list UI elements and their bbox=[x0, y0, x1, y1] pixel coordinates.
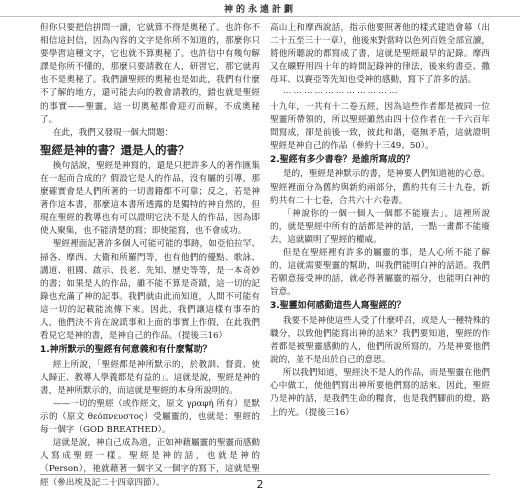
page-number: 2 bbox=[256, 478, 264, 491]
right-column bbox=[270, 22, 490, 468]
paragraph: 我要不是神使這些人受了什麼呼召，或是人一種特殊的職分，以致他們能寫出神的話來？我們要知道，聖經的作者都是被聖靈感動的人，他們所說所寫的，乃是神要他們說的，並不是出於自己的意思。 bbox=[270, 315, 490, 366]
paragraph: 高山上和摩西說話，指示他要照著他的樣式建造會幕（出二十五至三十一章），他後來對當時以色列百姓全部宣讀，將他所聽說的都寫成了書，這就是聖經最早的記錄。摩西又在曠野用四十年的時間記錄神的律法，後來約書亞、撒母耳、以賽亞等先知也受神的感動，寫下了許多的話。 bbox=[270, 23, 490, 86]
paragraph: 但是在聖經裡有許多的屬靈的事，是人心所不能了解的，這就需要聖靈的幫助，叫我們能明白神的話語。我們若願意接受神的話，就必得著屬靈的福分，也能明白神的旨意。 bbox=[270, 248, 490, 298]
section-heading: 聖經是神的書？還是人的書？ bbox=[40, 142, 190, 157]
subsection-heading: 1.神所默示的聖經有何意義和有什麼幫助？ bbox=[40, 345, 212, 356]
paragraph: 經上所說，「聖經都是神所默示的，於教訓、督責、使人歸正、教導人學義都是有益的」。這就是說，聖經是神的書，是神所默示的，而這就是聖經的本身所說明的。 bbox=[40, 359, 260, 396]
footer-rule bbox=[40, 474, 490, 475]
subsection-heading: 2.聖經有多少書卷？是誰所寫成的？ bbox=[270, 154, 415, 165]
paragraph: 所以我們知道，聖經決不是人的作品，而是聖靈在他們心中做工，使他們寫出神所要他們寫的話來。因此，聖經乃是神的話，是我們生命的糧食，也是我們腳前的燈，路上的光。（提後三16） bbox=[270, 368, 490, 418]
running-header-title: 神的永遠計劃 bbox=[223, 4, 296, 15]
paragraph: 十九年，一共有十二卷五經，因為這些作者都是被同一位聖靈所帶領的，所以聖經雖然由四十位作者在一千六百年間寫成，卻是前後一致，彼此和諧，毫無矛盾，這就證明聖經是神自己的作品（參約十三49、50）。 bbox=[270, 101, 490, 151]
paragraph: 「神說你的一個一個人一個都不能廢去」。這裡所說的，就是聖經中所有的話都是神的話，一點一畫都不能廢去，這就顯明了聖經的權威。 bbox=[270, 208, 490, 245]
ellipsis-line: ⋯⋯⋯⋯⋯⋯⋯⋯⋯⋯⋯ bbox=[282, 88, 400, 99]
paragraph: ——一切的聖經（或作經文，原文 γραφή 所有）是默示的（原文 θεόπνευστος）受屬靈的，也就是：聖經的每一個字（GOD BREATHED）。 bbox=[40, 398, 260, 436]
paragraph: 但你只要把信拼問一讀，它就算不得是奧秘了。也許你不相信這封信，因為內容的文字是你所不知道的，那麼你只要學習這種文字，它也就不算奧秘了。也許信中有幾句解譯是你所不懂的，那麼只要請教在人，研習它，那它就再也不是奧秘了。我們讀聖經的奧秘也是如此，我們有什麼不了解的地方，還可能去向的教會請教的，錯也就是聖經的事實——聖靈，這一切奧秘都會迎刃而解，不成奧秘了。 bbox=[40, 23, 260, 125]
paragraph: 在此，我們又發現一個大問題： bbox=[52, 127, 174, 138]
paragraph: 換句話說，聖經是神寫的，還是只把許多人的著作匯集在一起而合成的？假設它是人的作品，沒有屬的引導，那麼確實會是人們所著的一切書籍都不可靠；反之，若是神著作這本書，那麼這本書所透露的是獨特的神自然的，但現在聖經的教導也有可以證明它決不是人的作品，因為即使人聚集，也不能清楚的寫；即使能寫，也不會成功。 bbox=[40, 160, 260, 237]
subsection-heading: 3.聖靈如何感動這些人寫聖經的？ bbox=[270, 301, 406, 312]
running-header bbox=[0, 0, 520, 17]
left-column bbox=[40, 22, 260, 488]
paragraph: 是的，聖經是神默示的書，是神要人們知道祂的心意。聖經裡面分為舊約與新約兩部分，舊約共有三十九卷，新約共有二十七卷，合共六十六卷書。 bbox=[270, 169, 490, 206]
paragraph: 聖經裡面記著許多個人可能可能的事跡，如亞伯拉罕、掃各、摩西、大衛和所羅門等，也有他們的優點、歌詠、講道、祖國、啟示、長老、先知、歷史等等，是一本奇妙的書；如果是人的作品，雖不能不算是奇蹟，這一切的記錄也充滿了神的記事。我們就由此而知道，人間不可能有這一切的記載能流傳下來。因此，我們讓這樣有事奉的人，他們決不肯在說謊事和上面的事實上作假，在此我們看見它是神的書，是神自己的作品。（提後三16） bbox=[40, 239, 260, 342]
paragraph: 這就是說，神自己成為道，正如神藉屬靈的聖靈而感動人寫成聖經一樣。聖經是神的話，也就是神的（Person），祂就藉著一個字又一個字的寫下，這就是聖經（參出埃及記二十四章四節）。 bbox=[40, 438, 260, 488]
